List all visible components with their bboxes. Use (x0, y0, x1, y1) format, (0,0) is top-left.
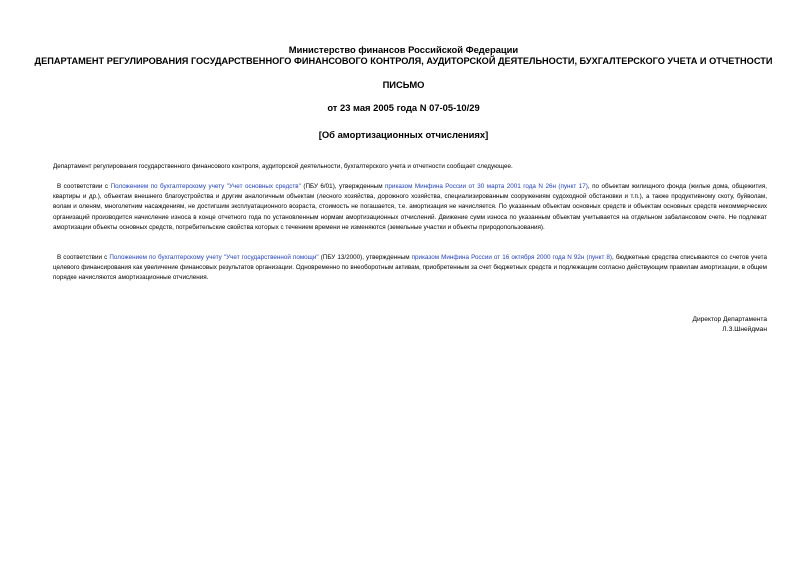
link-pbu-13-2000[interactable]: Положением по бухгалтерскому учету "Учет государственной помощи" (109, 254, 319, 261)
paragraph-1-text-a: В соответствии с (57, 183, 111, 190)
link-clause-17[interactable]: (пункт 17) (558, 183, 588, 190)
paragraph-2-text (53, 253, 767, 284)
link-pbu-6-01[interactable]: Положением по бухгалтерскому учету "Учет основных средств" (110, 183, 301, 190)
signature-block (692, 315, 767, 335)
paragraph-1-text-d: , по объектам жилищного фонда (жилые дома, общежития, квартиры и др.), объектам внешнего благоустройства и другим аналогичным объектам (лесного хозяйства, дорожного хозяйства, специализированным сооружениям судоходной обстановки и т.п.), а также продуктивному скоту, буйволам, волам и оленям, многолетним насаждениям, не достигшим эксплуатационного возраста, стоимость не погашается, т.е. амортизация не начисляется. По указанным объектам основных средств и объектам основных средств некоммерческих организаций производится начисление износа в конце отчетного года по установленным нормам амортизационных отчислений. Движение сумм износа по указанным объектам учитывается на отдельном забалансовом счете. Не подлежат амортизации объекты основных средств, потребительские свойства которых с течением времени не изменяются (земельные участки и объекты природопользования). (53, 183, 767, 231)
document-subject: [Об амортизационных отчислениях] (318, 129, 489, 140)
document-type: ПИСЬМО (382, 79, 425, 90)
paragraph-2-text-d: , бюджетные средства списываются со счетов учета целевого финансирования как увеличение финансовых результатов организации. Одновременно по внеоборотным активам, приобретенным за счет бюджетных средств и подлежащим согласно действующим правилам амортизации, в общем порядке начисляются амортизационные отчисления. (53, 254, 767, 282)
paragraph-2-text-a: В соответствии с (57, 254, 110, 261)
link-clause-8[interactable]: (пункт 8) (586, 254, 612, 261)
paragraph-1 (53, 182, 767, 233)
department-title: ДЕПАРТАМЕНТ РЕГУЛИРОВАНИЯ ГОСУДАРСТВЕННОГО ФИНАНСОВОГО КОНТРОЛЯ, АУДИТОРСКОЙ ДЕЯТЕЛЬНОСТИ, БУХГАЛТЕРСКОГО УЧЕТА И ОТЧЕТНОСТИ (34, 56, 773, 66)
signature-name: Л.З.Шнейдман (722, 326, 767, 333)
paragraph-1-text-b: (ПБУ 6/01), утвержденным (300, 183, 386, 190)
paragraph-2 (53, 253, 767, 284)
intro-text: Департамент регулирования государственного финансового контроля, аудиторской деятельности, бухгалтерского учета и отчетности сообщает следующее. (53, 163, 513, 170)
signature-position: Директор Департамента (692, 316, 767, 323)
ministry-title: Министерство финансов Российской Федерации (288, 44, 519, 55)
link-order-26n[interactable]: приказом Минфина России от 30 марта 2001 года N 26н (385, 183, 556, 190)
document-date-number: от 23 мая 2005 года N 07-05-10/29 (327, 102, 480, 113)
paragraph-2-text-b: (ПБУ 13/2000), утвержденным (318, 254, 412, 261)
link-order-92n[interactable]: приказом Минфина России от 16 октября 2000 года N 92н (411, 254, 585, 261)
paragraph-1-text (53, 182, 767, 233)
intro-paragraph (53, 162, 767, 172)
